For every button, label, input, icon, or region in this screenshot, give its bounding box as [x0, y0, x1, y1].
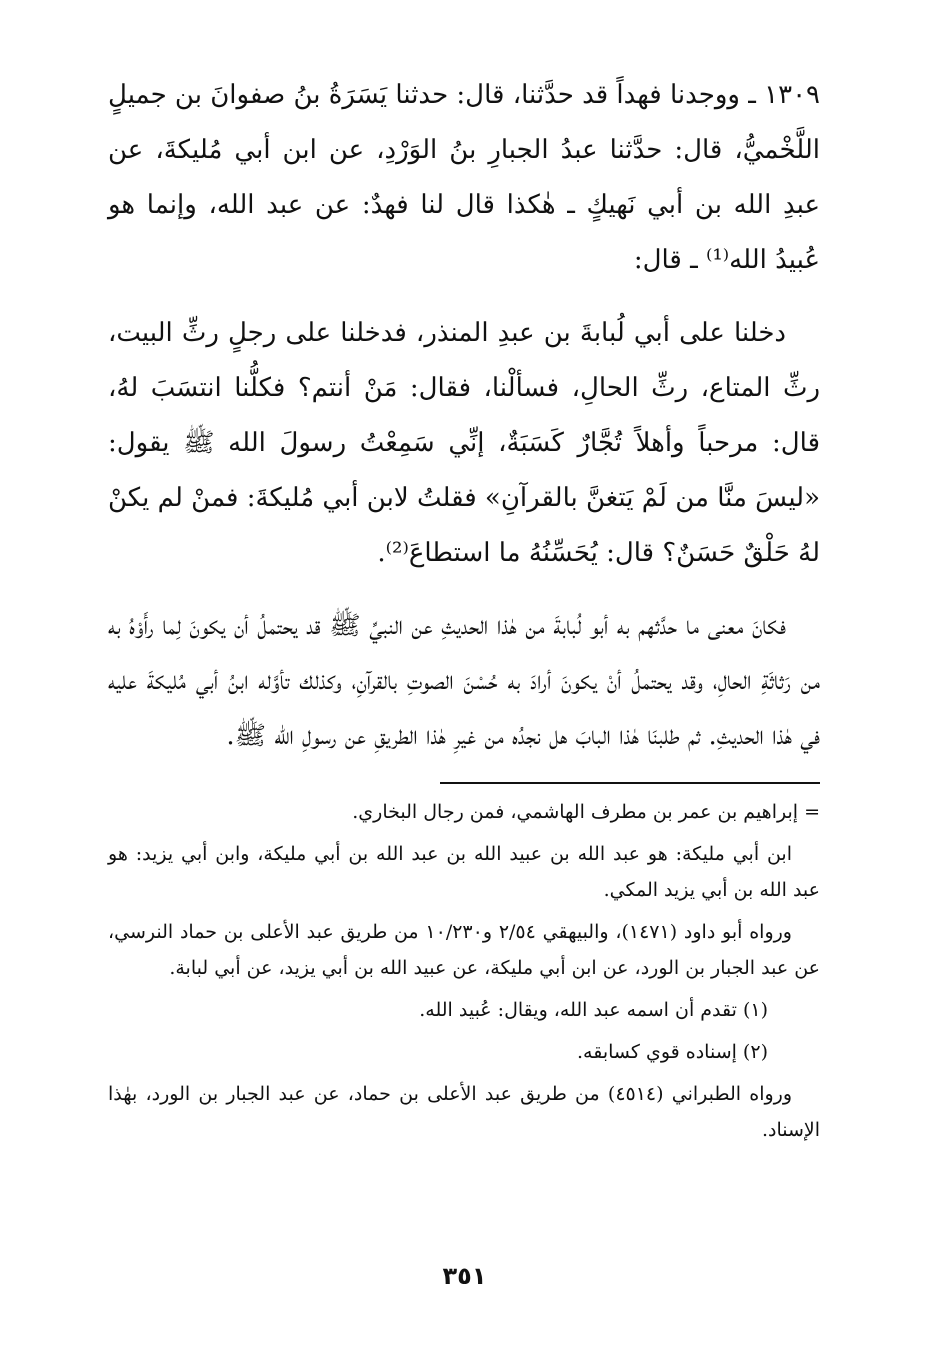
footnote-note-1: (١) تقدم أن اسمه عبد الله، ويقال: عُبيد الله.: [419, 999, 768, 1021]
footnote-paragraph: ابن أبي مليكة: هو عبد الله بن عبيد الله بن عبد الله بن أبي مليكة، وابن أبي يزيد: هو عبد الله بن أبي يزيد المكي.: [108, 843, 820, 901]
hadith-paragraph-1309: ١٣٠٩ ـ ووجدنا فهداً قد حدَّثنا، قال: حدثنا يَسَرَةُ بنُ صفوانَ بن جميلٍ اللَّخْميُّ، قال: حدَّثنا عبدُ الجبارِ بنُ الوَرْدِ، عن ابن أبي مُليكةَ، عن عبدِ الله بن أبي نَهيكٍ ـ هٰكذا قال لنا فهدٌ: عن عبد الله، وإنما هو عُبيدُ الله⁽¹⁾ ـ قال:: [108, 80, 820, 275]
footnotes: [108, 794, 820, 1148]
footnote-closing: ورواه الطبراني (٤٥١٤) من طريق عبد الأعلى بن حماد، عن عبد الجبار بن الورد، بهٰذا الإسناد.: [108, 1083, 820, 1141]
footnote-separator: [440, 782, 820, 784]
main-text: [108, 68, 820, 764]
book-page: [108, 68, 820, 1154]
footnote-continuation: = إبراهيم بن عمر بن مطرف الهاشمي، فمن رجال البخاري.: [352, 801, 820, 823]
page-number: ٣٥١: [442, 1262, 487, 1290]
footnote-paragraph: ورواه أبو داود (١٤٧١)، والبيهقي ٢/٥٤ و١٠/٢٣٠ من طريق عبد الأعلى بن حماد النرسي، عن عبد الجبار بن الورد، عن ابن أبي مليكة، عن عبيد الله بن أبي يزيد، عن أبي لبابة.: [108, 921, 820, 979]
footnote-note-2: (٢) إسناده قوي كسابقه.: [577, 1041, 768, 1063]
hadith-narration-paragraph: دخلنا على أبي لُبابةَ بن عبدِ المنذر، فدخلنا على رجلٍ رثِّ البيت، رثِّ المتاع، رثِّ الحالِ، فسألْنا، فقال: مَنْ أنتم؟ فكلُّنا انتسَبَ لهُ، قال: مرحباً وأهلاً تُجَّارٌ كَسَبَةٌ، إنِّي سَمِعْتُ رسولَ الله ﷺ يقول: «ليسَ منَّا من لَمْ يَتغنَّ بالقرآنِ» فقلتُ لابن أبي مُليكةَ: فمنْ لم يكنْ لهُ حَلْقٌ حَسَنٌ؟ قال: يُحَسِّنُهُ ما استطاعَ⁽²⁾.: [108, 318, 820, 568]
commentary-paragraph: فكانَ معنى ما حدَّثهم به أبو لُبابةَ من هٰذا الحديثِ عن النبيِّ ﷺ قد يحتملُ أن يكونَ لِما رأَوْهُ به من رَثاثَةِ الحالِ، وقد يحتملُ أنْ يكونَ أرادَ به حُسْنَ الصوتِ بالقرآنِ، وكذلك تأوَّله ابنُ أبي مُليكةَ عليه في هٰذا الحديثِ. ثم طلبنَا هٰذا البابَ هل نجدُه من غيرِ هٰذا الطريقِ عن رسولِ الله ﷺ.: [108, 611, 820, 751]
